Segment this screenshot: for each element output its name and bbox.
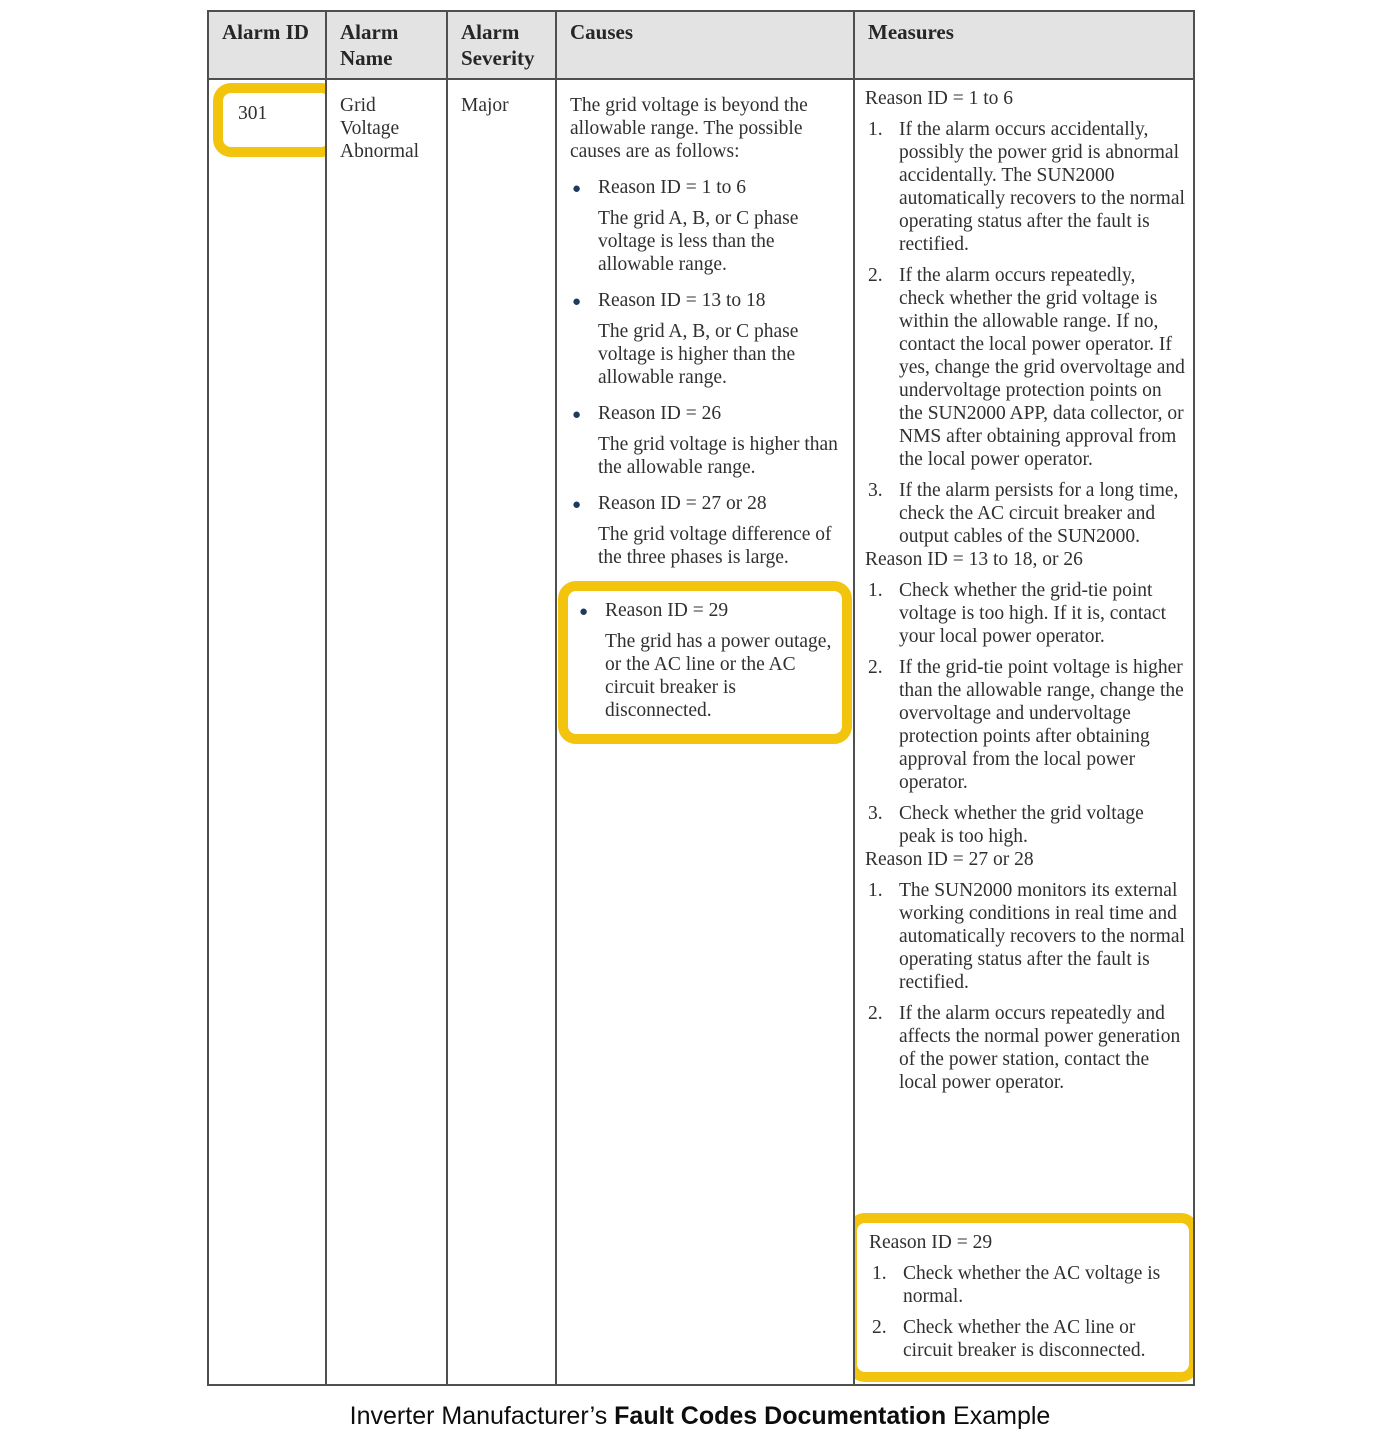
measures-heading: Reason ID = 29 xyxy=(869,1232,993,1253)
fault-codes-table xyxy=(207,10,1195,1386)
alarm-severity-value: Major xyxy=(461,95,509,116)
step-number: 1. xyxy=(868,580,883,601)
measures-step xyxy=(865,802,1185,848)
step-text: Check whether the AC voltage is normal. xyxy=(903,1263,1161,1307)
header-alarm-severity: Alarm Severity xyxy=(448,12,557,78)
header-alarm-id: Alarm ID xyxy=(209,12,327,78)
bullet-dot-icon: ● xyxy=(572,407,582,423)
cause-body: The grid voltage difference of the three phases is large. xyxy=(598,524,832,568)
table-row xyxy=(209,80,1193,1384)
step-text: If the alarm occurs accidentally, possibly the power grid is abnormal accidentally. The SUN2000 automatically recovers to the normal operating status after the fault is rectified. xyxy=(899,119,1185,255)
caption-bold: Fault Codes Documentation xyxy=(614,1402,947,1430)
caption-prefix: Inverter Manufacturer’s xyxy=(349,1402,615,1430)
causes-intro: The grid voltage is beyond the allowable range. The possible causes are as follows: xyxy=(570,95,808,162)
measures-section xyxy=(865,848,1185,1094)
cause-item xyxy=(572,176,845,276)
measures-step xyxy=(865,1002,1185,1094)
header-alarm-name: Alarm Name xyxy=(327,12,448,78)
cause-item xyxy=(572,402,845,479)
step-number: 2. xyxy=(868,657,883,678)
header-measures: Measures xyxy=(868,20,954,44)
alarm-id-value: 301 xyxy=(238,103,268,124)
bullet-dot-icon: ● xyxy=(572,294,582,310)
bullet-dot-icon: ● xyxy=(579,604,589,620)
step-number: 2. xyxy=(872,1317,887,1338)
step-text: If the grid-tie point voltage is higher than the allowable range, change the overvoltage and undervoltage protection points after obtaining approval from the local power operator. xyxy=(899,657,1184,793)
caption-suffix: Example xyxy=(946,1402,1051,1430)
cause-body: The grid A, B, or C phase voltage is less than the allowable range. xyxy=(598,208,799,275)
cause-body: The grid has a power outage, or the AC line or the AC circuit breaker is disconnected. xyxy=(605,631,832,721)
step-number: 3. xyxy=(868,480,883,501)
step-text: If the alarm occurs repeatedly, check whether the grid voltage is within the allowable range. If no, contact the local power operator. If yes, change the grid overvoltage and undervoltage protection points on the SUN2000 APP, data collector, or NMS after obtaining approval from the local power operator. xyxy=(899,265,1185,470)
step-text: If the alarm persists for a long time, check the AC circuit breaker and output cables of the SUN2000. xyxy=(899,480,1179,547)
step-text: Check whether the AC line or circuit breaker is disconnected. xyxy=(903,1317,1146,1361)
cause-item xyxy=(579,599,838,722)
measures-section xyxy=(865,548,1185,848)
measures-section xyxy=(865,87,1185,548)
measures-step xyxy=(865,656,1185,794)
cell-causes xyxy=(557,80,855,1384)
measures-step xyxy=(865,579,1185,648)
step-text: The SUN2000 monitors its external working conditions in real time and automatically recovers to the normal operating status after the fault is rectified. xyxy=(899,880,1185,993)
measures-step xyxy=(869,1316,1183,1362)
cause-item xyxy=(572,492,845,569)
step-number: 2. xyxy=(868,265,883,286)
cell-measures xyxy=(855,80,1193,1384)
cell-alarm-severity xyxy=(448,80,557,1384)
step-number: 1. xyxy=(868,119,883,140)
step-text: Check whether the grid-tie point voltage is too high. If it is, contact your local power operator. xyxy=(899,580,1166,647)
measures-heading: Reason ID = 1 to 6 xyxy=(865,88,1014,109)
highlight-box-alarm-id xyxy=(213,83,327,157)
cause-title: Reason ID = 13 to 18 xyxy=(598,290,766,311)
alarm-name-value: Grid Voltage Abnormal xyxy=(340,95,420,162)
step-number: 2. xyxy=(868,1003,883,1024)
measures-heading: Reason ID = 13 to 18, or 26 xyxy=(865,549,1083,570)
step-text: If the alarm occurs repeatedly and affects the normal power generation of the power station, contact the local power operator. xyxy=(899,1003,1181,1093)
measures-step xyxy=(865,118,1185,256)
measures-section xyxy=(869,1231,1183,1362)
step-text: Check whether the grid voltage peak is too high. xyxy=(899,803,1144,847)
measures-heading: Reason ID = 27 or 28 xyxy=(865,849,1034,870)
cause-title: Reason ID = 26 xyxy=(598,403,722,424)
bullet-dot-icon: ● xyxy=(572,181,582,197)
step-number: 1. xyxy=(868,880,883,901)
cell-alarm-id xyxy=(209,80,327,1384)
highlight-box-cause-reason-29 xyxy=(558,581,852,744)
highlight-box-measures-reason-29 xyxy=(855,1213,1193,1382)
table-header-row xyxy=(209,12,1193,80)
cell-alarm-name xyxy=(327,80,448,1384)
bullet-dot-icon: ● xyxy=(572,497,582,513)
cause-body: The grid A, B, or C phase voltage is higher than the allowable range. xyxy=(598,321,799,388)
cause-item xyxy=(572,289,845,389)
measures-step xyxy=(869,1262,1183,1308)
step-number: 3. xyxy=(868,803,883,824)
cause-title: Reason ID = 27 or 28 xyxy=(598,493,767,514)
figure-caption xyxy=(0,1401,1400,1431)
cause-body: The grid voltage is higher than the allowable range. xyxy=(598,434,838,478)
cause-title: Reason ID = 1 to 6 xyxy=(598,177,747,198)
cause-title: Reason ID = 29 xyxy=(605,600,729,621)
measures-step xyxy=(865,264,1185,471)
header-causes: Causes xyxy=(557,12,855,78)
measures-step xyxy=(865,479,1185,548)
measures-step xyxy=(865,879,1185,994)
step-number: 1. xyxy=(872,1263,887,1284)
